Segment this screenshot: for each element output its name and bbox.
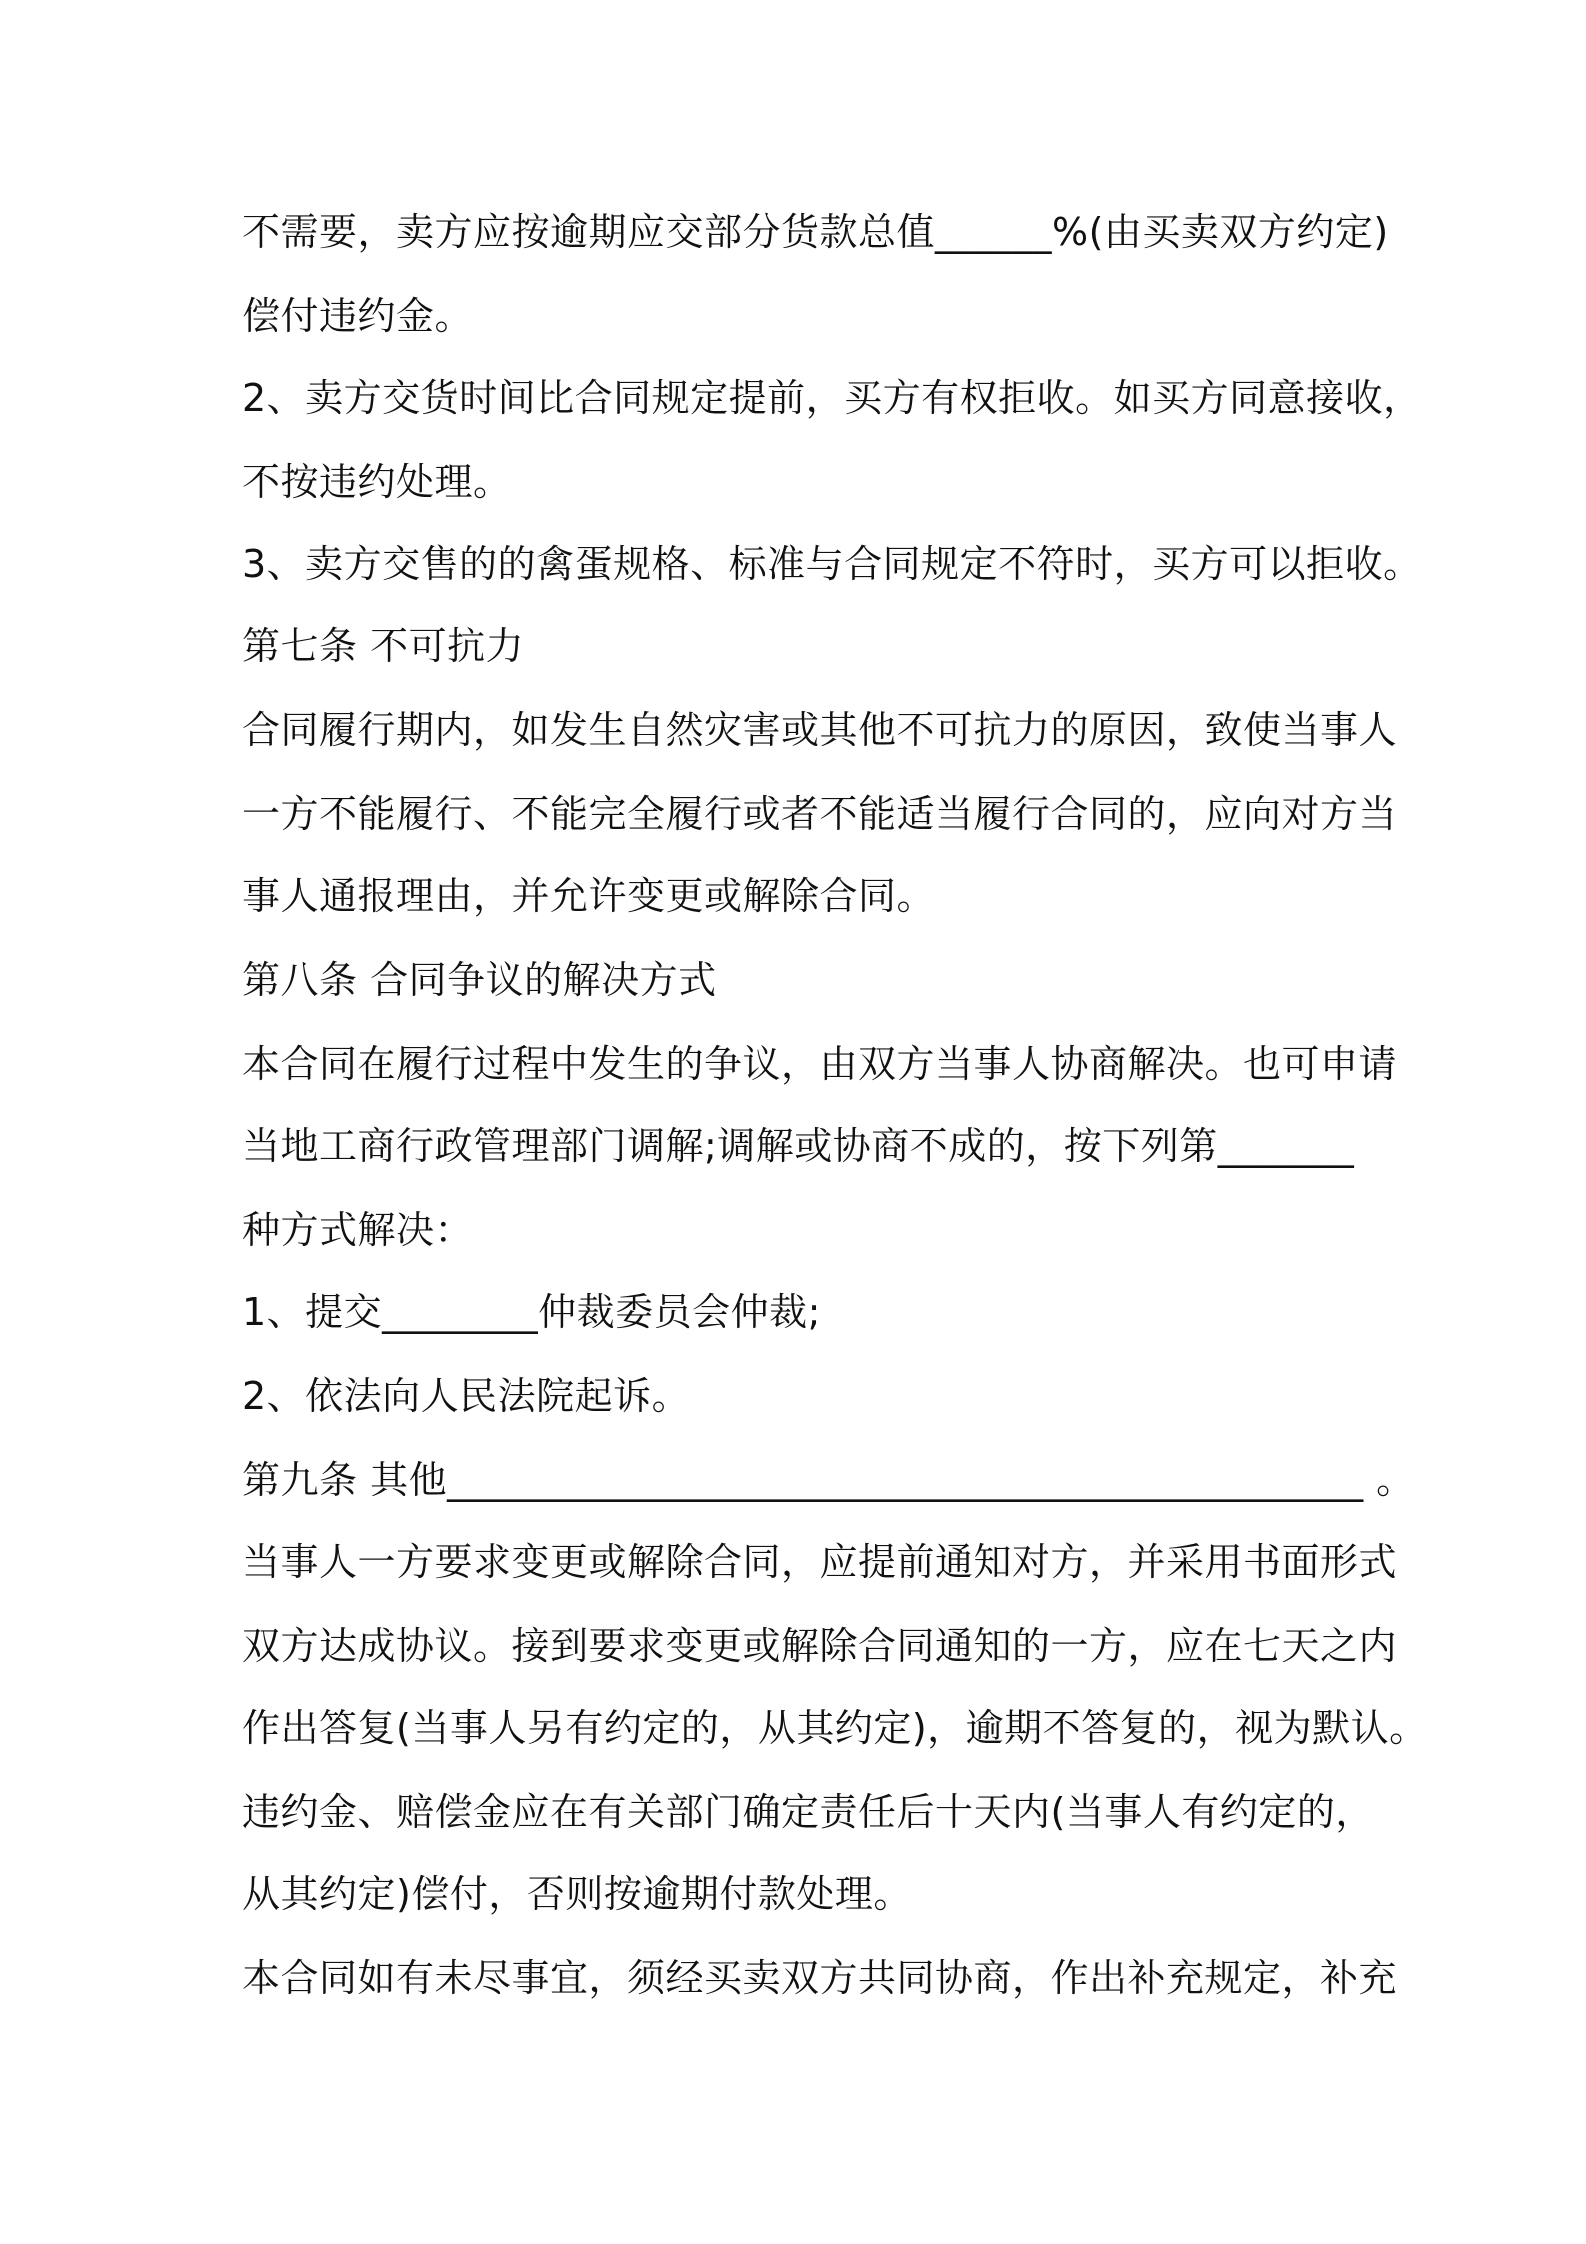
section-heading: 第九条 其他_______________________________________________ 。 xyxy=(242,1458,1415,1502)
paragraph-line: 作出答复(当事人另有约定的，从其约定)，逾期不答复的，视为默认。 xyxy=(242,1706,1428,1750)
list-item: 2、依法向人民法院起诉。 xyxy=(242,1374,691,1418)
paragraph-line: 合同履行期内，如发生自然灾害或其他不可抗力的原因，致使当事人 xyxy=(242,708,1398,752)
paragraph-line: 当地工商行政管理部门调解;调解或协商不成的，按下列第_______ xyxy=(242,1124,1355,1168)
paragraph-line: 违约金、赔偿金应在有关部门确定责任后十天内(当事人有约定的， xyxy=(242,1790,1374,1834)
paragraph-line: 偿付违约金。 xyxy=(242,294,474,338)
paragraph-line: 种方式解决： xyxy=(242,1208,474,1252)
paragraph-line: 本合同如有未尽事宜，须经买卖双方共同协商，作出补充规定，补充 xyxy=(242,1956,1398,2000)
list-item: 1、提交________仲裁委员会仲裁; xyxy=(242,1290,821,1334)
paragraph-line: 从其约定)偿付，否则按逾期付款处理。 xyxy=(242,1872,912,1916)
section-heading: 第八条 合同争议的解决方式 xyxy=(242,958,717,1002)
paragraph-line: 双方达成协议。接到要求变更或解除合同通知的一方，应在七天之内 xyxy=(242,1624,1398,1668)
paragraph-line: 事人通报理由，并允许变更或解除合同。 xyxy=(242,874,936,918)
paragraph-line: 当事人一方要求变更或解除合同，应提前通知对方，并采用书面形式 xyxy=(242,1540,1398,1584)
paragraph-line: 3、卖方交售的的禽蛋规格、标准与合同规定不符时，买方可以拒收。 xyxy=(242,542,1422,586)
paragraph-line: 不需要，卖方应按逾期应交部分货款总值______%(由买卖双方约定) xyxy=(242,210,1389,254)
section-heading: 第七条 不可抗力 xyxy=(242,624,525,668)
paragraph-line: 2、卖方交货时间比合同规定提前，买方有权拒收。如买方同意接收， xyxy=(242,376,1422,420)
paragraph-line: 本合同在履行过程中发生的争议，由双方当事人协商解决。也可申请 xyxy=(242,1042,1398,1086)
paragraph-line: 一方不能履行、不能完全履行或者不能适当履行合同的，应向对方当 xyxy=(242,792,1398,836)
paragraph-line: 不按违约处理。 xyxy=(242,460,512,504)
